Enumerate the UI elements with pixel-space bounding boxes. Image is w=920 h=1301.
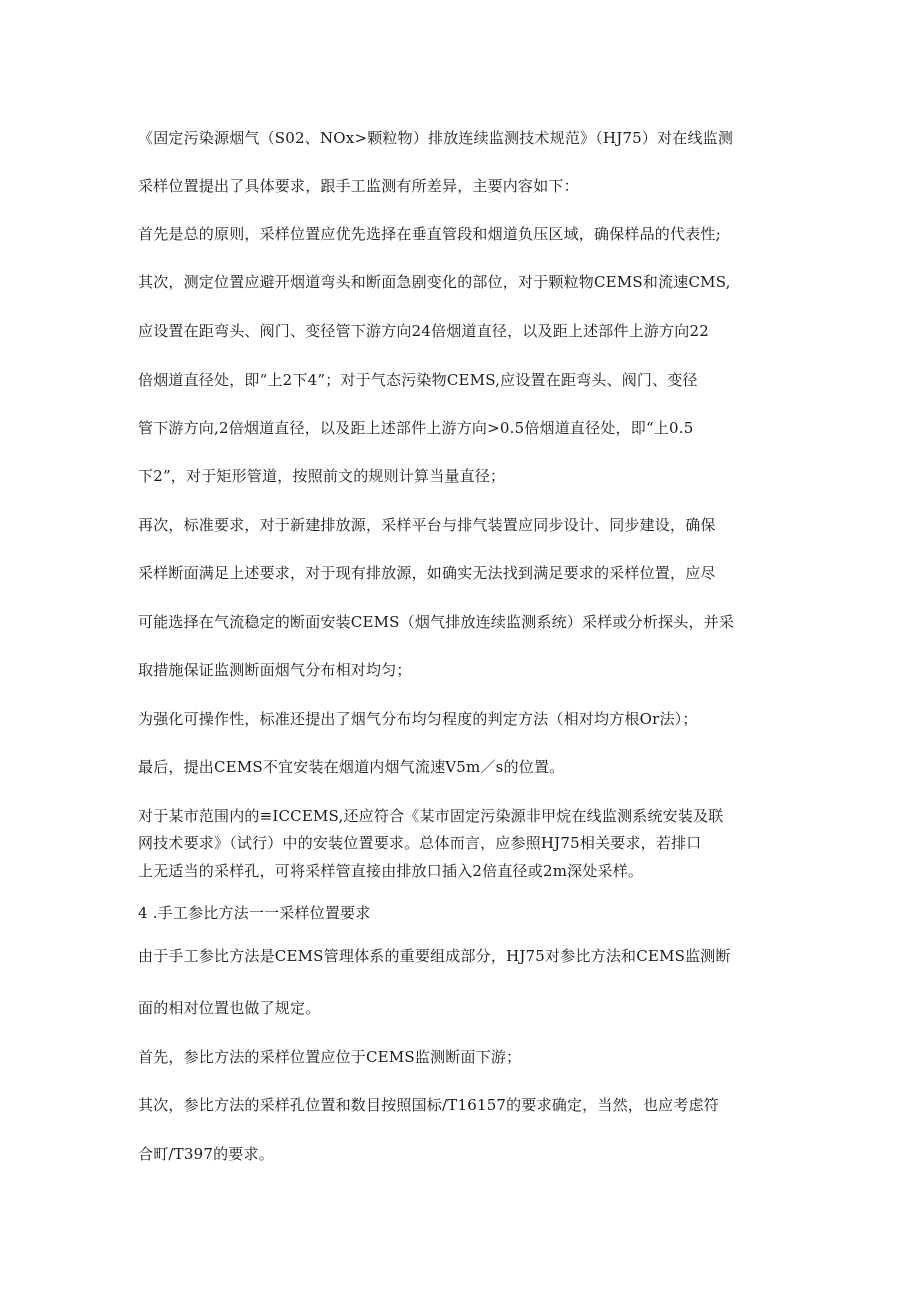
- text-line-5: 应设置在距弯头、阀门、变径管下游方向24倍烟道直径，以及距上述部件上游方向22: [138, 322, 709, 340]
- section-heading: 4 .手工参比方法一一采样位置要求: [138, 904, 371, 922]
- text-line-13: 为强化可操作性，标准还提出了烟气分布均匀程度的判定方法（相对均方根Or法）；: [138, 710, 698, 728]
- text-line-21: 首先，参比方法的采样位置应位于CEMS监测断面下游；: [138, 1048, 522, 1066]
- text-line-12: 取措施保证监测断面烟气分布相对均匀；: [138, 661, 412, 679]
- text-line-4: 其次，测定位置应避开烟道弯头和断面急剧变化的部位，对于颗粒物CEMS和流速CMS,: [138, 273, 731, 291]
- text-line-19: 由于手工参比方法是CEMS管理体系的重要组成部分，HJ75对参比方法和CEMS监测断: [138, 947, 731, 965]
- text-line-15: 对于某市范围内的≡ICCEMS,还应符合《某市固定污染源非甲烷在线监测系统安装及联: [138, 807, 724, 825]
- text-line-8: 下2”，对于矩形管道，按照前文的规则计算当量直径；: [138, 467, 506, 485]
- text-line-14: 最后，提出CEMS不宜安装在烟道内烟气流速V5m／s的位置。: [138, 758, 565, 776]
- text-line-17: 上无适当的采样孔，可将采样管直接由排放口插入2倍直径或2m深处采样。: [138, 862, 644, 880]
- text-line-2: 采样位置提出了具体要求，跟手工监测有所差异，主要内容如下：: [138, 177, 579, 195]
- text-line-7: 管下游方向,2倍烟道直径，以及距上述部件上游方向>0.5倍烟道直径处，即“上0.5: [138, 419, 694, 437]
- text-line-10: 采样断面满足上述要求，对于现有排放源，如确实无法找到满足要求的采样位置，应尽: [138, 564, 716, 582]
- text-line-23: 合町/T397的要求。: [138, 1145, 274, 1163]
- text-line-22: 其次，参比方法的采样孔位置和数目按照国标/T16157的要求确定，当然，也应考虑符: [138, 1096, 719, 1114]
- text-line-6: 倍烟道直径处，即“上2下4”；对于气态污染物CEMS,应设置在距弯头、阀门、变径: [138, 371, 698, 389]
- text-line-3: 首先是总的原则，采样位置应优先选择在垂直管段和烟道负压区域，确保样品的代表性;: [138, 225, 721, 243]
- text-line-1: 《固定污染源烟气（S02、NOx>颗粒物）排放连续监测技术规范》（HJ75）对在线监测: [138, 129, 734, 147]
- text-line-20: 面的相对位置也做了规定。: [138, 999, 321, 1017]
- text-line-9: 再次，标准要求，对于新建排放源，采样平台与排气装置应同步设计、同步建设，确保: [138, 516, 716, 534]
- text-line-11: 可能选择在气流稳定的断面安装CEMS（烟气排放连续监测系统）采样或分析探头，并采: [138, 613, 735, 631]
- text-line-16: 网技术要求》（试行）中的安装位置要求。总体而言，应参照HJ75相关要求，若排口: [138, 834, 702, 852]
